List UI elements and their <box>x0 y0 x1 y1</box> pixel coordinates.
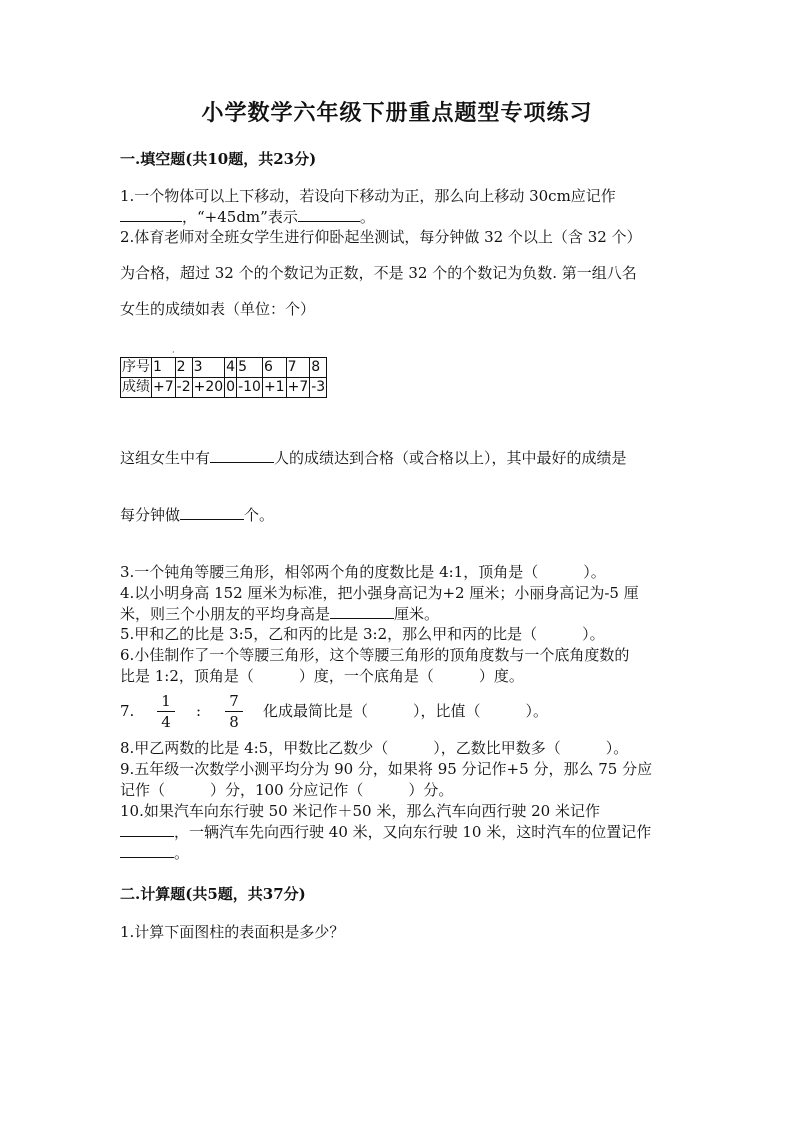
table-cell: 成绩 <box>121 378 152 398</box>
answer-blank <box>120 207 182 222</box>
score-table <box>120 357 327 398</box>
table-cell: +20 <box>192 378 225 398</box>
fraction-numerator: 7 <box>229 692 239 710</box>
question-1-text: ，“+45dm”表示 <box>182 208 298 226</box>
fraction-bar <box>225 711 243 712</box>
question-6-line-1: 6.小佳制作了一个等腰三角形，这个等腰三角形的顶角度数与一个底角度数的 <box>120 646 630 664</box>
question-2-text: 人的成绩达到合格（或合格以上），其中最好的成绩是 <box>274 449 627 467</box>
question-4-text: 米，则三个小朋友的平均身高是 <box>120 605 331 623</box>
fraction-one-quarter <box>157 692 175 731</box>
fraction-seven-eighths <box>225 692 243 731</box>
stray-dot: · <box>172 348 175 357</box>
table-cell: 4 <box>225 358 237 378</box>
answer-blank <box>298 207 360 222</box>
section-heading-fill-blank: 一.填空题(共10题，共23分) <box>120 150 317 168</box>
table-cell: -10 <box>237 378 263 398</box>
question-1-end: 。 <box>359 208 375 226</box>
table-cell: 2 <box>175 358 192 378</box>
question-2-line-3: 女生的成绩如表（单位：个） <box>120 300 316 318</box>
table-cell: -3 <box>310 378 327 398</box>
table-cell: 序号 <box>121 358 152 378</box>
table-cell: 3 <box>192 358 225 378</box>
question-10-line-2 <box>120 822 651 843</box>
question-7-label: 7. <box>120 702 135 720</box>
question-4-text: 厘米。 <box>394 605 440 623</box>
question-3: 3.一个钝角等腰三角形，相邻两个角的度数比是 4:1，顶角是（ ）。 <box>120 563 606 581</box>
answer-blank <box>180 505 244 520</box>
ratio-colon: : <box>196 702 202 720</box>
answer-blank <box>210 448 274 463</box>
question-2-text: 每分钟做 <box>120 506 181 524</box>
question-1-line-2 <box>120 207 375 228</box>
question-4-line-1: 4.以小明身高 152 厘米为标准，把小强身高记为+2 厘米；小丽身高记为-5 厘 <box>120 584 639 602</box>
question-9-line-2: 记作（ ）分，100 分应记作（ ）分。 <box>120 781 454 799</box>
question-8: 8.甲乙两数的比是 4:5，甲数比乙数少（ ），乙数比甲数多（ ）。 <box>120 739 629 757</box>
table-cell: -2 <box>175 378 192 398</box>
table-cell: +1 <box>262 378 286 398</box>
question-4-line-2 <box>120 604 439 625</box>
table-cell: +7 <box>152 378 176 398</box>
question-10-text: 。 <box>174 844 190 862</box>
answer-blank <box>330 604 394 619</box>
table-row <box>121 378 327 398</box>
table-cell: +7 <box>286 378 310 398</box>
table-cell: 5 <box>237 358 263 378</box>
question-10-text: ，一辆汽车先向西行驶 40 米，又向东行驶 10 米，这时汽车的位置记作 <box>174 823 652 841</box>
question-2-text: 个。 <box>244 506 275 524</box>
question-1-line-1: 1.一个物体可以上下移动，若设向下移动为正，那么向上移动 30cm应记作 <box>120 187 616 205</box>
question-2-after-line-1 <box>120 448 627 469</box>
question-10-line-1: 10.如果汽车向东行驶 50 米记作＋50 米，那么汽车向西行驶 20 米记作 <box>120 802 600 820</box>
page-title: 小学数学六年级下册重点题型专项练习 <box>201 100 593 126</box>
question-2-text: 这组女生中有 <box>120 449 211 467</box>
question-7-text: 化成最简比是（ ），比值（ ）。 <box>263 702 549 720</box>
question-2-line-2: 为合格，超过 32 个的个数记为正数，不是 32 个的个数记为负数. 第一组八名 <box>120 264 637 282</box>
fraction-numerator: 1 <box>161 692 171 710</box>
question-9-line-1: 9.五年级一次数学小测平均分为 90 分，如果将 95 分记作+5 分，那么 75 分应 <box>120 760 653 778</box>
section-heading-calculation: 二.计算题(共5题，共37分) <box>120 885 306 903</box>
calculation-question-1: 1.计算下面图柱的表面积是多少？ <box>120 923 345 941</box>
table-cell: 8 <box>310 358 327 378</box>
answer-blank <box>120 822 174 837</box>
table-cell: 0 <box>225 378 237 398</box>
table-cell: 7 <box>286 358 310 378</box>
table-cell: 1 <box>152 358 176 378</box>
table-row <box>121 358 327 378</box>
question-5: 5.甲和乙的比是 3:5，乙和丙的比是 3:2，那么甲和丙的比是（ ）。 <box>120 625 605 643</box>
question-6-line-2: 比是 1:2，顶角是（ ）度，一个底角是（ ）度。 <box>120 667 524 685</box>
answer-blank <box>120 843 174 858</box>
question-2-line-1: 2.体育老师对全班女学生进行仰卧起坐测试，每分钟做 32 个以上（含 32 个） <box>120 228 642 246</box>
table-cell: 6 <box>262 358 286 378</box>
question-2-after-line-2 <box>120 505 274 526</box>
fraction-denominator: 8 <box>229 713 239 731</box>
fraction-bar <box>157 711 175 712</box>
question-10-line-3 <box>120 843 189 864</box>
fraction-denominator: 4 <box>161 713 171 731</box>
